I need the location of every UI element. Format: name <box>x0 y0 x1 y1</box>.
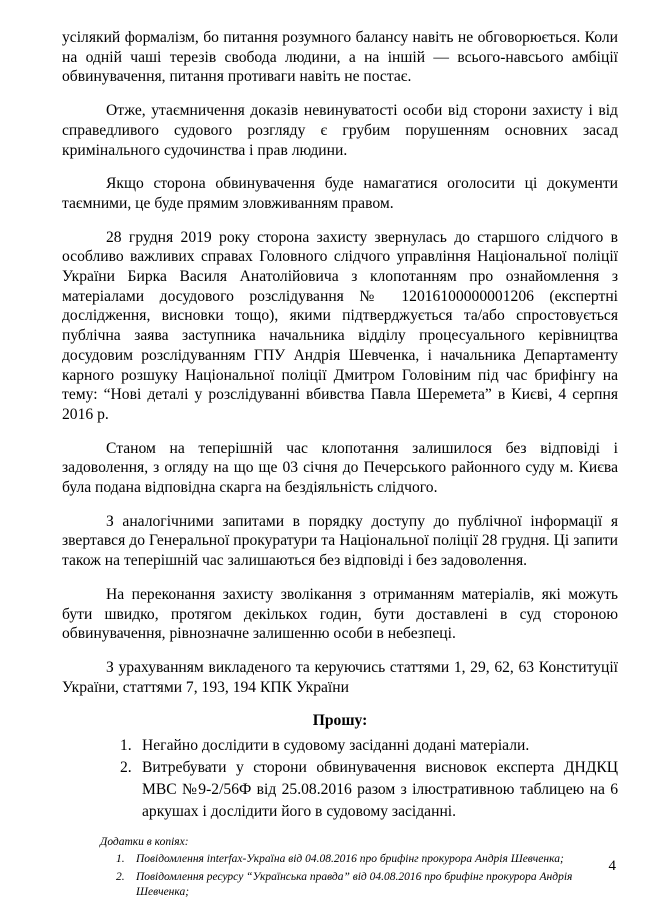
request-item-1 <box>62 735 618 757</box>
attachment-number: 2. <box>116 871 125 884</box>
request-number: 2. <box>120 759 132 777</box>
paragraph-secrecy-violation: Отже, утаємничення доказів невинуватості особи від сторони захисту і від справедливого судового розгляду є грубим порушенням основних засад кримінального судочинства і прав людини. <box>62 102 618 159</box>
attachment-number: 1. <box>116 853 125 866</box>
paragraph-legal-basis: З урахуванням викладеного та керуючись статтями 1, 29, 62, 63 Конституції України, статтями 7, 193, 194 КПК України <box>62 658 618 696</box>
request-list <box>62 735 618 823</box>
attachments-title: Додатки в копіях: <box>100 836 189 849</box>
attachment-item-2 <box>62 870 618 900</box>
paragraph-december-request: 28 грудня 2019 року сторона захисту звернулась до старшого слідчого в особливо важливих справах Головного слідчого управління Національної поліції України Бирка Василя Анатолійовича з клопотанням про ознайомлення з матеріалами досудового розслідування № 12016100000001206 (експертні дослідження, висновки тощо), якими підтверджується та/або спростовується публічна заява заступника начальника відділу процесуального керівництва досудовим розслідуванням ГПУ Андрія Шевченка, і начальника Департаменту карного розшуку Національної поліції Дмитром Головіним під час брифінгу на тему: “Нові деталі у розслідуванні вбивства Павла Шеремета” в Києві, 4 серпня 2016 р. <box>62 228 618 423</box>
paragraph-formalism: усілякий формалізм, бо питання розумного балансу навіть не обговорюється. Коли на одній чаші терезів свобода людини, а на іншій — всього-навсього амбіції обвинувачення, питання противаги навіть не постає. <box>62 29 618 86</box>
paragraph-abuse-of-right: Якщо сторона обвинувачення буде намагатися оголосити ці документи таємними, це буде прямим зловживанням правом. <box>62 175 618 212</box>
attachment-item-1 <box>62 852 618 867</box>
paragraph-delay-danger: На переконання захисту зволікання з отриманням матеріалів, які можуть бути швидко, протягом декількох годин, бути доставлені в суд стороною обвинувачення, рівнозначне залишенню особи в небезпеці. <box>62 585 618 643</box>
request-text: Витребувати у сторони обвинувачення висновок експерта ДНДКЦ МВС №9-2/56Ф від 25.08.2016 разом з ілюстративною таблицею на 6 аркушах і дослідити його в судовому засіданні. <box>142 759 618 821</box>
attachment-text: Повідомлення ресурсу “Українська правда” від 04.08.2016 про брифінг прокурора Андрія Шевченка; <box>136 871 573 899</box>
page-number: 4 <box>608 858 616 874</box>
request-text: Негайно дослідити в судовому засіданні додані матеріали. <box>142 737 530 755</box>
paragraph-public-info-requests: З аналогічними запитами в порядку доступу до публічної інформації я звертався до Генеральної прокуратури та Національної поліції 28 грудня. Ці запити також на теперішній час залишаються без відповіді і без задоволення. <box>62 512 618 570</box>
attachments-list <box>62 852 618 900</box>
attachment-text: Повідомлення interfax-Україна від 04.08.2016 про брифінг прокурора Андрія Шевченка; <box>136 853 564 866</box>
request-heading: Прошу: <box>312 712 368 730</box>
paragraph-no-response: Станом на теперішній час клопотання залишилося без відповіді і задоволення, з огляду на що ще 03 січня до Печерського районного суду м. Києва була подана відповідна скарга на бездіяльність слідчого. <box>62 439 618 497</box>
request-item-2 <box>62 757 618 823</box>
request-number: 1. <box>120 737 132 755</box>
